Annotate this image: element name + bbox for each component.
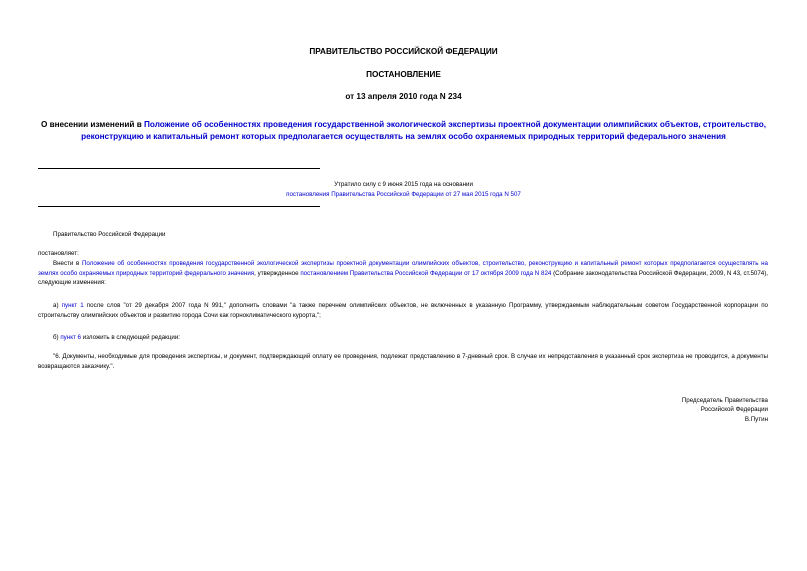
- paragraph-main: [38, 259, 768, 288]
- paragraph-b: [38, 333, 768, 343]
- a-text: после слов "от 29 декабря 2007 года N 991," дополнить словами "а также перечнем олимпийских объектов, не включенных в указанную Программу, утверждаемым наблюдательным советом Государственной корпорации по строительству олимпийских объектов и развитию города Сочи как горноклиматического курорта,";: [38, 302, 768, 319]
- signature-title-1: Председатель Правительства: [681, 397, 768, 404]
- paragraph-a: [38, 301, 768, 320]
- point-1-link[interactable]: пункт 1: [61, 302, 84, 309]
- p1-text-c: (Собрание законодательства Российской Федерации, 2009, N 43, ст.5074), следующие изменения:: [38, 269, 769, 286]
- point-6-link[interactable]: пункт 6: [60, 334, 81, 341]
- title-prefix: О внесении изменений в: [40, 120, 145, 129]
- document-date-number: от 13 апреля 2010 года N 234: [345, 92, 462, 101]
- signature-name: В.Путин: [744, 416, 768, 423]
- status-line-2: [0, 190, 807, 200]
- a-prefix: а): [53, 302, 62, 309]
- document-title: [30, 119, 777, 142]
- b-text: изложить в следующей редакции:: [80, 334, 181, 341]
- regulation-link[interactable]: Положение об особенностях проведения государственной экологической экспертизы проектной документации олимпийских объектов, строительство, реконструкцию и капитальный ремонт которых предполагается осуществлять на землях особо охраняемых природных территорий федерального значения: [38, 260, 768, 277]
- repeal-decree-link[interactable]: постановления Правительства Российской Федерации от 27 мая 2015 года N 507: [286, 191, 521, 198]
- p1-text-b: , утвержденное: [254, 269, 301, 277]
- title-regulation-link[interactable]: Положение об особенностях проведения государственной экологической экспертизы проектной документации олимпийских объектов, строительство, реконструкцию и капитальный ремонт которых предполагается осуществлять на землях особо охраняемых природных территорий федерального значения: [81, 120, 767, 141]
- govt-name: Правительство Российской Федерации: [53, 231, 166, 238]
- divider-bottom: [38, 206, 320, 207]
- divider-top: [38, 168, 320, 169]
- quoted-paragraph: "6. Документы, необходимые для проведения экспертизы, и документ, подтверждающий оплату ее проведения, подлежат представлению в 7-дневный срок. В случае их непредставления в указанный срок экспертиза не проводится, а документы возвращаются заказчику.".: [38, 353, 768, 370]
- signature-title-2: Российской Федерации: [700, 406, 768, 413]
- decree-824-link[interactable]: постановлением Правительства Российской Федерации от 17 октября 2009 года N 824: [300, 269, 552, 277]
- document-type: ПОСТАНОВЛЕНИЕ: [366, 70, 441, 79]
- government-heading: ПРАВИТЕЛЬСТВО РОССИЙСКОЙ ФЕДЕРАЦИИ: [309, 47, 498, 56]
- decides-label: постановляет:: [38, 250, 79, 257]
- status-line-1: Утратило силу с 9 июня 2015 года на основании: [334, 181, 473, 188]
- b-prefix: б): [53, 334, 61, 341]
- p1-text-a: Внести в: [53, 260, 82, 267]
